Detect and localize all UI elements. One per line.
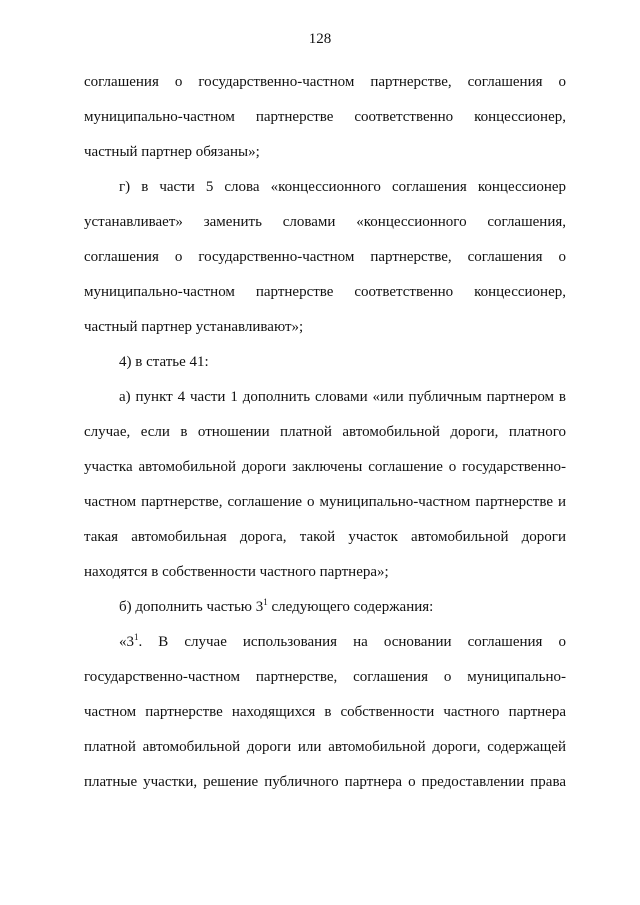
text-line: случае, если в отношении платной автомобильной дороги, платного	[84, 424, 566, 440]
paragraph-first-line	[119, 597, 566, 617]
text-line: участка автомобильной дороги заключены соглашение о государственно-	[84, 459, 566, 475]
paragraph-first-line: г) в части 5 слова «концессионного соглашения концессионер	[119, 179, 566, 195]
paragraph-first-line	[119, 632, 566, 652]
text-line: устанавливает» заменить словами «концессионного соглашения,	[84, 214, 566, 230]
text-line: находятся в собственности частного партнера»;	[84, 564, 389, 580]
text-segment: следующего содержания:	[267, 599, 434, 615]
text-line: частном партнерстве, соглашение о муниципально-частном партнерстве и	[84, 494, 566, 510]
paragraph-first-line: 4) в статье 41:	[119, 354, 209, 370]
text-line: частном партнерстве находящихся в собственности частного партнера	[84, 704, 566, 720]
paragraph-first-line: а) пункт 4 части 1 дополнить словами «или публичным партнером в	[119, 389, 566, 405]
text-segment: б) дополнить частью 3	[119, 599, 264, 615]
text-line: платные участки, решение публичного партнера о предоставлении права	[84, 774, 566, 790]
text-line: соглашения о государственно-частном партнерстве, соглашения о	[84, 74, 566, 90]
superscript: 1	[263, 597, 268, 607]
text-line: муниципально-частном партнерстве соответственно концессионер,	[84, 284, 566, 300]
page-number: 128	[308, 31, 332, 47]
text-segment: . В случае использования на основании соглашения о	[138, 634, 566, 650]
text-line: такая автомобильная дорога, такой участок автомобильной дороги	[84, 529, 566, 545]
text-segment: «3	[119, 634, 134, 650]
text-line: частный партнер устанавливают»;	[84, 319, 304, 335]
text-line: соглашения о государственно-частном партнерстве, соглашения о	[84, 249, 566, 265]
text-line: частный партнер обязаны»;	[84, 144, 260, 160]
superscript: 1	[134, 632, 139, 642]
text-line: платной автомобильной дороги или автомобильной дороги, содержащей	[84, 739, 566, 755]
text-line: государственно-частном партнерстве, соглашения о муниципально-	[84, 669, 566, 685]
text-line: муниципально-частном партнерстве соответственно концессионер,	[84, 109, 566, 125]
